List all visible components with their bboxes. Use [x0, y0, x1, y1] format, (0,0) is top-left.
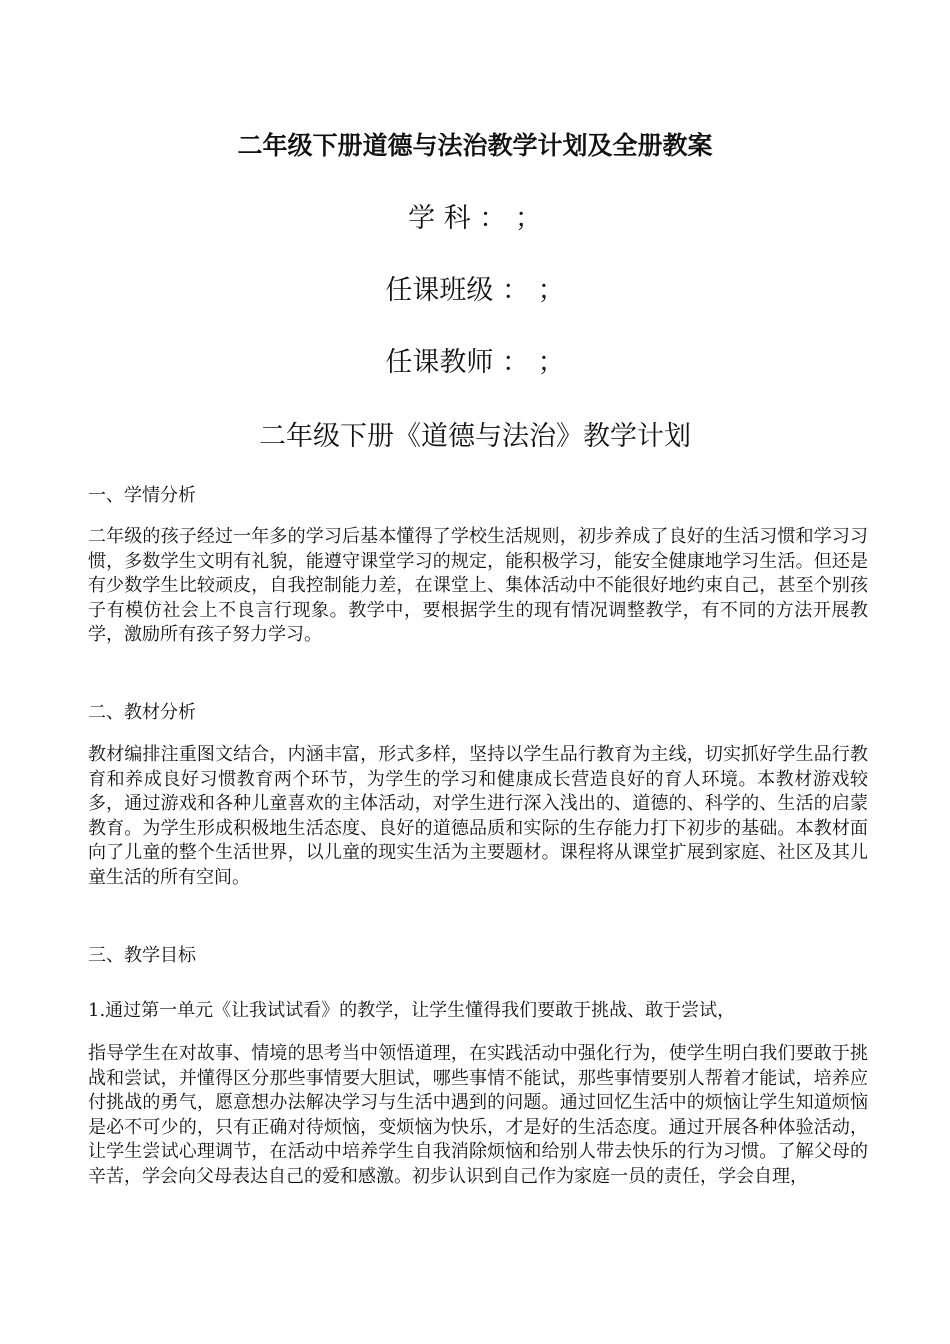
section-heading-teaching-goals: 三、教学目标: [88, 945, 196, 966]
subject-field: 学 科 ： ；: [408, 203, 542, 234]
class-field: 任课班级 ： ；: [385, 275, 565, 306]
section-body-teaching-goals: 指导学生在对故事、情境的思考当中领悟道理，在实践活动中强化行为，使学生明白我们要敢于挑战和尝试，并懂得区分那些事情要大胆试，哪些事情不能试，那些事情要别人帮着才能试，培养应付挑战的勇气，愿意想办法解决学习与生活中遇到的问题。通过回忆生活中的烦恼让学生知道烦恼是必不可少的，只有正确对待烦恼，变烦恼为快乐，才是好的生活态度。通过开展各种体验活动，让学生尝试心理调节，在活动中培养学生自我消除烦恼和给别人带去快乐的行为习惯。了解父母的辛苦，学会向父母表达自己的爱和感激。初步认识到自己作为家庭一员的责任，学会自理，: [88, 1043, 868, 1187]
section-body-textbook-analysis: 教材编排注重图文结合，内涵丰富，形式多样，坚持以学生品行教育为主线，切实抓好学生品行教育和养成良好习惯教育两个环节，为学生的学习和健康成长营造良好的育人环境。本教材游戏较多，通过游戏和各种儿童喜欢的主体活动，对学生进行深入浅出的、道德的、科学的、生活的启蒙教育。为学生形成积极地生活态度、良好的道德品质和实际的生存能力打下初步的基础。本教材面向了儿童的整个生活世界，以儿童的现实生活为主要题材。课程将从课堂扩展到家庭、社区及其儿童生活的所有空间。: [88, 744, 868, 888]
section-heading-textbook-analysis: 二、教材分析: [88, 702, 196, 723]
section-heading-student-analysis: 一、学情分析: [88, 485, 196, 506]
plan-title: 二年级下册《道德与法治》教学计划: [259, 421, 691, 452]
teacher-field: 任课教师 ： ；: [385, 347, 565, 378]
section-body-teaching-goals-first-line: 1.通过第一单元《让我试试看》的教学，让学生懂得我们要敢于挑战、敢于尝试，: [88, 1000, 736, 1021]
section-body-student-analysis: 二年级的孩子经过一年多的学习后基本懂得了学校生活规则，初步养成了良好的生活习惯和学习习惯，多数学生文明有礼貌，能遵守课堂学习的规定，能积极学习，能安全健康地学习生活。但还是有少数学生比较顽皮，自我控制能力差，在课堂上、集体活动中不能很好地约束自己，甚至个别孩子有模仿社会上不良言行现象。教学中，要根据学生的现有情况调整教学，有不同的方法开展教学，激励所有孩子努力学习。: [88, 526, 868, 645]
document-title: 二年级下册道德与法治教学计划及全册教案: [237, 131, 713, 160]
